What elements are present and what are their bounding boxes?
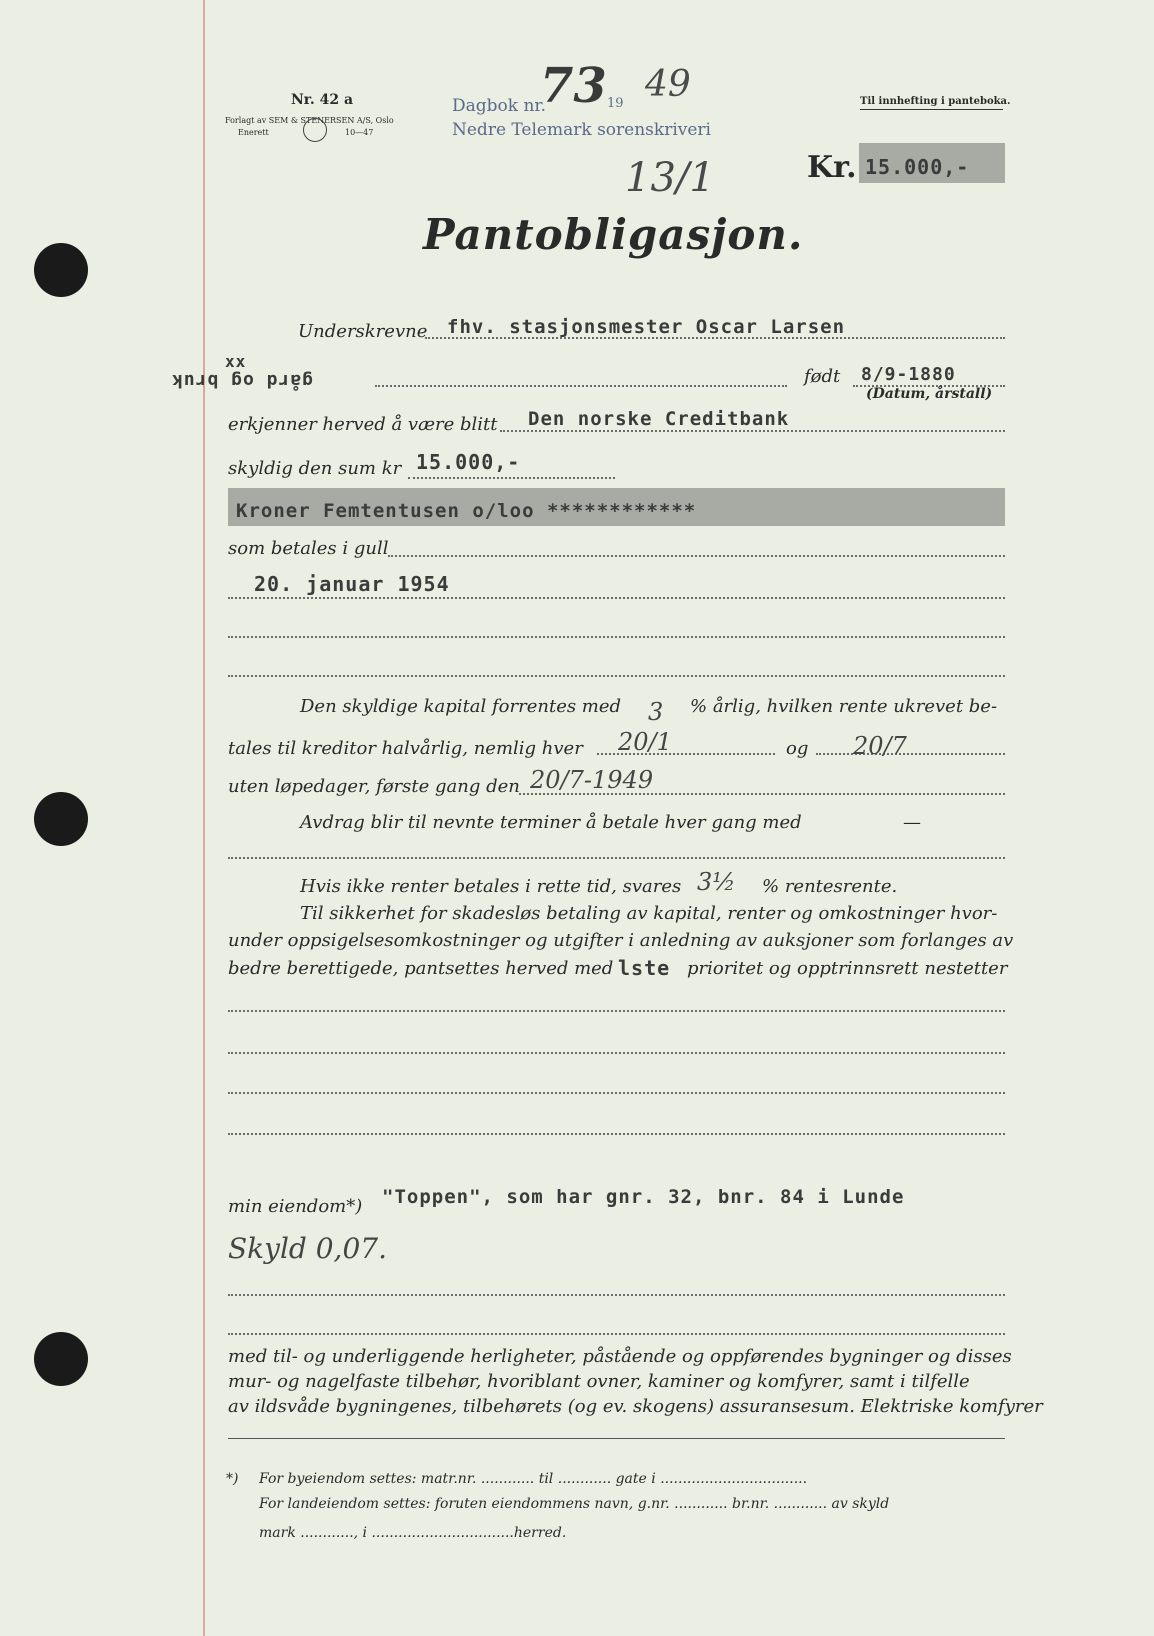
acknowledge-label: erkjenner herved å være blitt [228,414,498,435]
penalty-rate: 3½ [697,868,736,896]
interest-first-date: 20/7-1949 [530,766,654,794]
interest-line2a: tales til kreditor halvårlig, nemlig hver [228,738,583,759]
interest-line5b: % rentesrente. [762,876,898,897]
born-value: 8/9-1880 [861,364,956,385]
closing-line3: av ildsvåde bygningenes, tilbehørets (og ev. skogens) assuransesum. Elektriske komfyrer [228,1396,1043,1417]
installment-value: — [903,812,921,833]
footnote-line3: mark ............, i ................................herred. [259,1525,567,1541]
stamp-court: Nedre Telemark sorenskriveri [452,120,711,140]
margin-rule [203,0,205,1636]
xx-mark: xx [225,352,247,371]
closing-line1: med til- og underliggende herligheter, påstående og oppførendes bygninger og disses [228,1346,1012,1367]
dotted-line [228,1052,1005,1054]
born-label: født [804,366,841,387]
form-number: Nr. 42 a [291,92,354,108]
gaard-value: gård og bruk [171,370,314,391]
payable-label: som betales i gull [228,538,389,559]
kroner-words: Kroner Femtentusen o/loo ************ [236,500,697,522]
handwritten-date: 13/1 [625,155,715,201]
footnote-line1: For byeiendom settes: matr.nr. ............ til ............ gate i ................................. [259,1471,808,1487]
interest-rate: 3 [648,698,664,726]
punch-hole [34,1332,88,1386]
interest-line3a: uten løpedager, første gang den [228,776,520,797]
closing-line2: mur- og nagelfaste tilbehør, hvoriblant ovner, kaminer og komfyrer, samt i tilfelle [228,1371,970,1392]
document-title: Pantobligasjon. [423,210,804,259]
payable-date: 20. januar 1954 [254,572,450,596]
interest-line1a: Den skyldige kapital forrentes med [300,696,622,717]
security-line1: Til sikkerhet for skadesløs betaling av kapital, renter og omkostninger hvor- [300,903,998,924]
dotted-line [228,1092,1005,1094]
priority-value: lste [618,956,671,980]
interest-date1: 20/1 [618,728,672,756]
undersigned-label: Underskrevne [298,321,428,342]
interest-date2: 20/7 [853,732,907,760]
creditor-value: Den norske Creditbank [528,408,790,430]
dotted-line [228,1333,1005,1335]
dotted-line [228,636,1005,638]
security-line3b: prioritet og opptrinnsrett nestetter [687,958,1008,979]
punch-hole [34,792,88,846]
publisher-date: 10—47 [345,128,374,137]
dagbok-year: 49 [645,64,691,105]
interest-line5a: Hvis ikke renter betales i rette tid, svares [300,876,682,897]
property-value: "Toppen", som har gnr. 32, bnr. 84 i Lunde [382,1186,905,1208]
sum-value: 15.000,- [416,450,521,474]
dotted-line [408,477,615,479]
publisher-enerett: Enerett [238,128,269,137]
born-hint: (Datum, årstall) [866,386,993,402]
attach-note: Til innhefting i panteboka. [860,96,1011,107]
amount-value: 15.000,- [865,155,970,179]
footnote-line2: For landeiendom settes: foruten eiendommens navn, g.nr. ............ br.nr. ............ av skyld [259,1496,890,1512]
dotted-line [500,430,1005,432]
stamp-dagbok: Dagbok nr. [452,96,547,116]
dotted-line [388,555,1005,557]
interest-line1b: % årlig, hvilken rente ukrevet be- [690,696,998,717]
property-skyld: Skyld 0,07. [228,1232,387,1265]
property-label: min eiendom*) [228,1196,363,1217]
dagbok-number: 73 [540,58,607,114]
amount-label: Kr. [807,150,857,185]
attach-note-underline [860,109,1003,110]
dotted-line [816,753,1005,755]
dotted-line [228,1010,1005,1012]
dotted-line [228,1133,1005,1135]
dotted-line [375,385,787,387]
dotted-line [228,597,1005,599]
undersigned-value: fhv. stasjonsmester Oscar Larsen [447,316,846,338]
dotted-line [228,1294,1005,1296]
owe-label: skyldig den sum kr [228,458,402,479]
interest-line4: Avdrag blir til nevnte terminer å betale hver gang med [300,812,802,833]
security-line2: under oppsigelsesomkostninger og utgifter i anledning av auksjoner som forlanges av [228,930,1014,951]
publisher-seal [303,118,327,142]
dotted-line [228,675,1005,677]
dotted-line [228,857,1005,859]
punch-hole [34,243,88,297]
publisher-line: Forlagt av SEM & STENERSEN A/S, Oslo [225,116,394,125]
stamp-year-prefix: 19 [607,96,624,111]
security-line3a: bedre berettigede, pantsettes herved med [228,958,614,979]
footnote-star: *) [226,1471,239,1487]
separator-line [228,1438,1005,1439]
interest-og: og [786,738,809,759]
